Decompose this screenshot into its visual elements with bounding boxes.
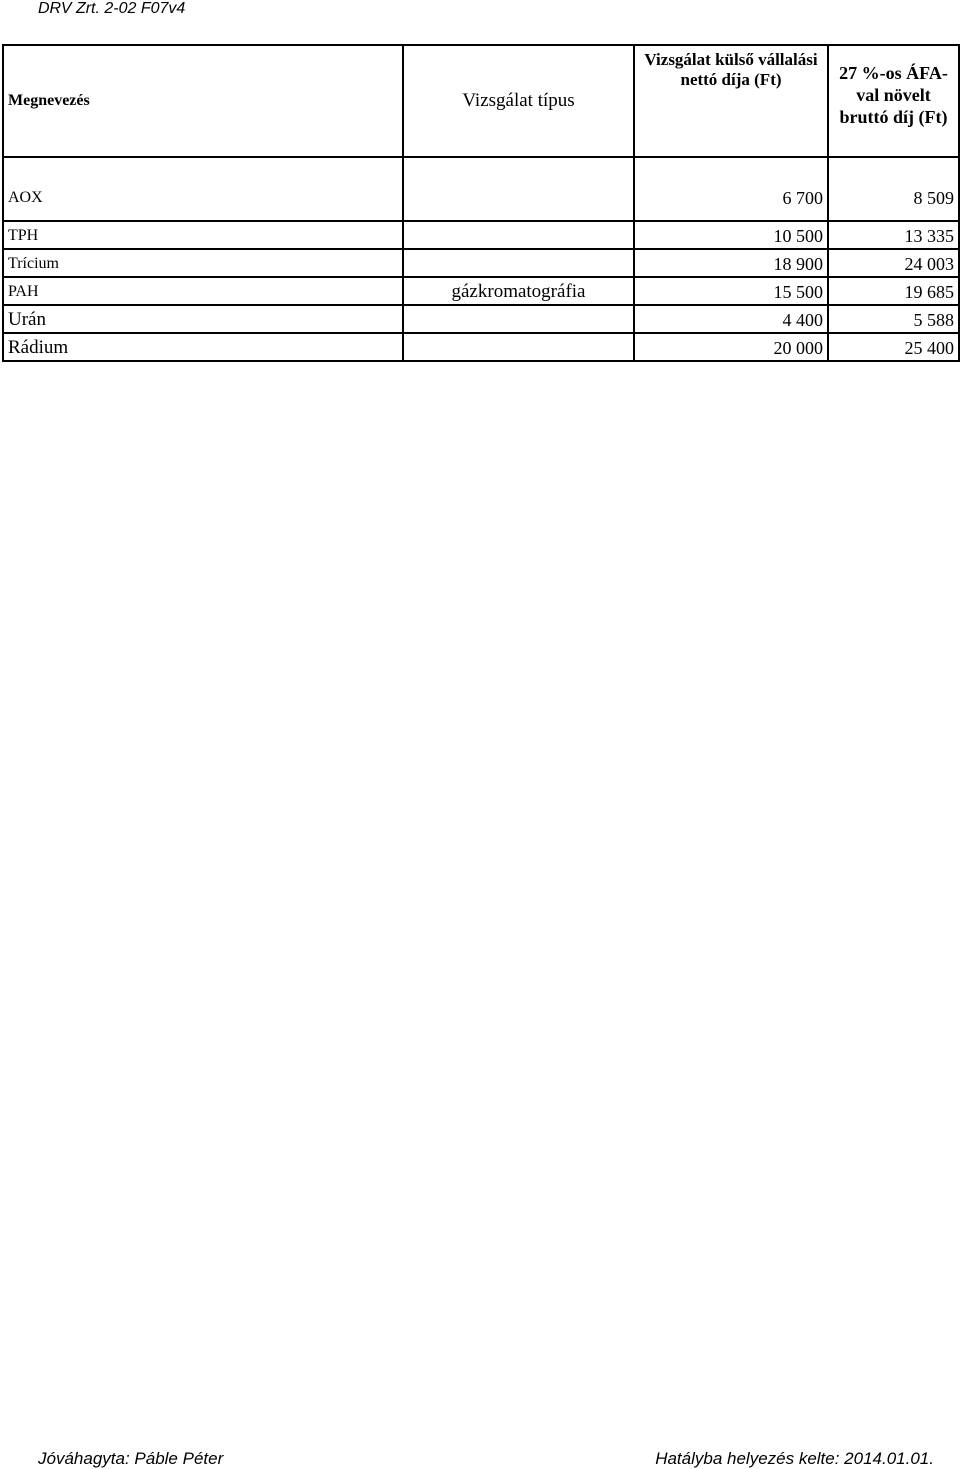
row-net-fee: 18 900 — [634, 249, 828, 277]
table-row — [3, 249, 959, 277]
row-net-fee: 20 000 — [634, 333, 828, 361]
approved-by: Jóváhagyta: Páble Péter — [38, 1449, 224, 1468]
row-net-fee: 15 500 — [634, 277, 828, 305]
header-type: Vizsgálat típus — [403, 45, 634, 157]
header-gross-fee: 27 %-os ÁFA-val növelt bruttó díj (Ft) — [828, 45, 959, 157]
row-net-fee: 4 400 — [634, 305, 828, 333]
row-type — [403, 333, 634, 361]
row-type — [403, 157, 634, 221]
row-net-fee: 6 700 — [634, 157, 828, 221]
row-gross-fee: 13 335 — [828, 221, 959, 249]
row-type — [403, 249, 634, 277]
row-type — [403, 305, 634, 333]
row-gross-fee: 19 685 — [828, 277, 959, 305]
row-name: Rádium — [3, 333, 403, 361]
row-gross-fee: 5 588 — [828, 305, 959, 333]
table-row — [3, 221, 959, 249]
row-type — [403, 221, 634, 249]
table-row — [3, 305, 959, 333]
row-name: Urán — [3, 305, 403, 333]
table-row — [3, 157, 959, 221]
price-table — [2, 44, 960, 362]
document-code: DRV Zrt. 2-02 F07v4 — [38, 0, 186, 17]
row-name: Trícium — [3, 249, 403, 277]
row-gross-fee: 8 509 — [828, 157, 959, 221]
effective-date: Hatályba helyezés kelte: 2014.01.01. — [655, 1449, 934, 1468]
row-gross-fee: 24 003 — [828, 249, 959, 277]
header-net-fee: Vizsgálat külső vállalási nettó díja (Ft) — [634, 45, 828, 157]
table-row — [3, 333, 959, 361]
row-name: PAH — [3, 277, 403, 305]
table-row — [3, 277, 959, 305]
row-type: gázkromatográfia — [403, 277, 634, 305]
header-name: Megnevezés — [3, 45, 403, 157]
row-net-fee: 10 500 — [634, 221, 828, 249]
row-name: AOX — [3, 157, 403, 221]
table-header-row — [3, 45, 959, 157]
row-name: TPH — [3, 221, 403, 249]
row-gross-fee: 25 400 — [828, 333, 959, 361]
